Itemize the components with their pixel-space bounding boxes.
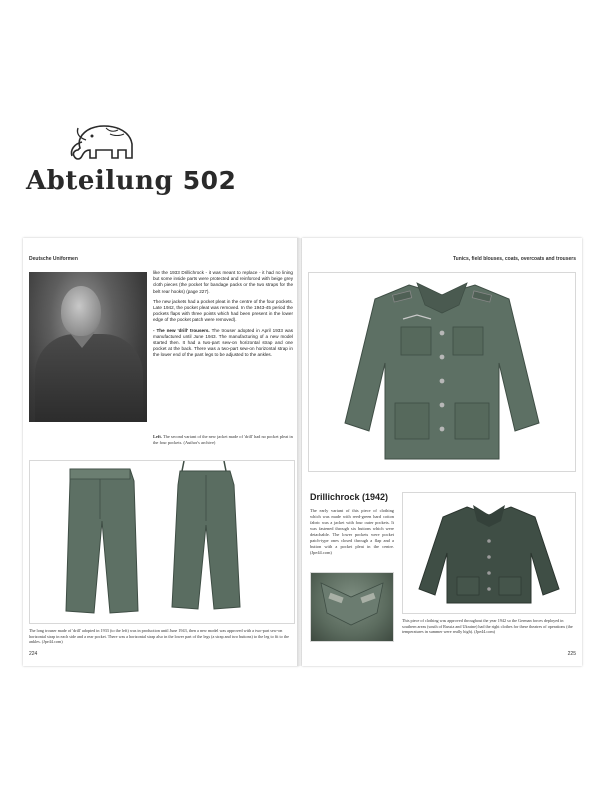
- logo-number: 502: [182, 166, 237, 195]
- left-running-head: Deutsche Uniformen: [29, 256, 78, 262]
- left-page: [23, 238, 299, 666]
- left-paragraph-1: like the 1933 Drillichrock - it was meant to replace - it had no lining but some inside parts were protected and reinforced with beige grey cloth pieces (the pocket for bandage packs or the two straps for the belt rear hooks) (page 227).: [153, 270, 293, 294]
- trousers-paragraph: [153, 328, 293, 359]
- portrait-body: [35, 334, 143, 422]
- trousers-caption: The long trouser made of 'drill' adopted in 1933 (to the left) was in production until June 1943, then a new model was approved with a two-part sew-on horizontal strap in each side and a rear pocket. There was a horizontal strap also in the lower part of the legs (a strap and two buttons) to the leg to fit to the ankles. (Jpe44.com): [29, 628, 289, 645]
- jacket-illustration: [403, 493, 575, 613]
- logo-brand: Abteilung: [26, 166, 174, 196]
- right-page-number: 225: [567, 651, 576, 657]
- left-paragraph-2: The new jackets had a pocket pleat in the centre of the four pockets. Late 1942, the pocket pleat was removed. In the 1943-45 period the pockets flaps with three points which had been present in the lower edge of the pocket patch were removed).: [153, 298, 293, 323]
- collar-illustration: [311, 573, 393, 641]
- left-body-text: [153, 270, 293, 362]
- jacket-caption: This piece of clothing was approved throughout the year 1942 so the German forces deployed in southern areas (south of Russia and Ukraine) had the right clothes for these theatres of operations (the temperatures in summer were really high). (Jpe44.com): [402, 618, 573, 635]
- book-spread: [23, 238, 582, 666]
- trousers-text: The trouser adopted in April 1933 was manufactured until June 1943. The manufacturing of a new model started then. It had a two-part sew-on horizontal strap and one pocket at the back. There was a two-part sew-on horizontal strap in the lower end of the pant legs to be adjusted to the ankles.: [153, 327, 293, 358]
- tunic-illustration: [309, 273, 575, 471]
- section-title: Drillichrock (1942): [310, 492, 389, 502]
- portrait-caption: [153, 434, 293, 445]
- portrait-head: [61, 286, 101, 336]
- trousers-illustration: [30, 461, 294, 623]
- collar-detail-photo: [310, 572, 394, 642]
- mammoth-icon: [66, 118, 146, 166]
- section-text: The early variant of this piece of clothing which was made with reed-green hard cotton fabric was a jacket with four outer pockets. It was fastened through six buttons which were detachable. The lower pockets were pocket patch-type ones closed through a flap and a button with a pocket pleat in the centre. (Jpe44.com): [310, 508, 394, 555]
- trousers-heading: - The new 'drill' trousers.: [153, 327, 210, 333]
- logo-text: [26, 166, 236, 196]
- right-running-head: Tunics, field blouses, coats, overcoats and trousers: [453, 256, 576, 262]
- trousers-photo: [29, 460, 295, 624]
- portrait-caption-label: Left.: [153, 434, 162, 439]
- left-page-number: 224: [29, 651, 38, 657]
- soldier-portrait-photo: [29, 272, 147, 422]
- publisher-logo: [26, 118, 237, 198]
- right-page: [302, 238, 582, 666]
- jacket-photo: [402, 492, 576, 614]
- portrait-caption-text: The second variant of the new jacket made of 'drill' had no pocket pleat in the four pockets. (Author's archive): [153, 434, 293, 445]
- tunic-photo: [308, 272, 576, 472]
